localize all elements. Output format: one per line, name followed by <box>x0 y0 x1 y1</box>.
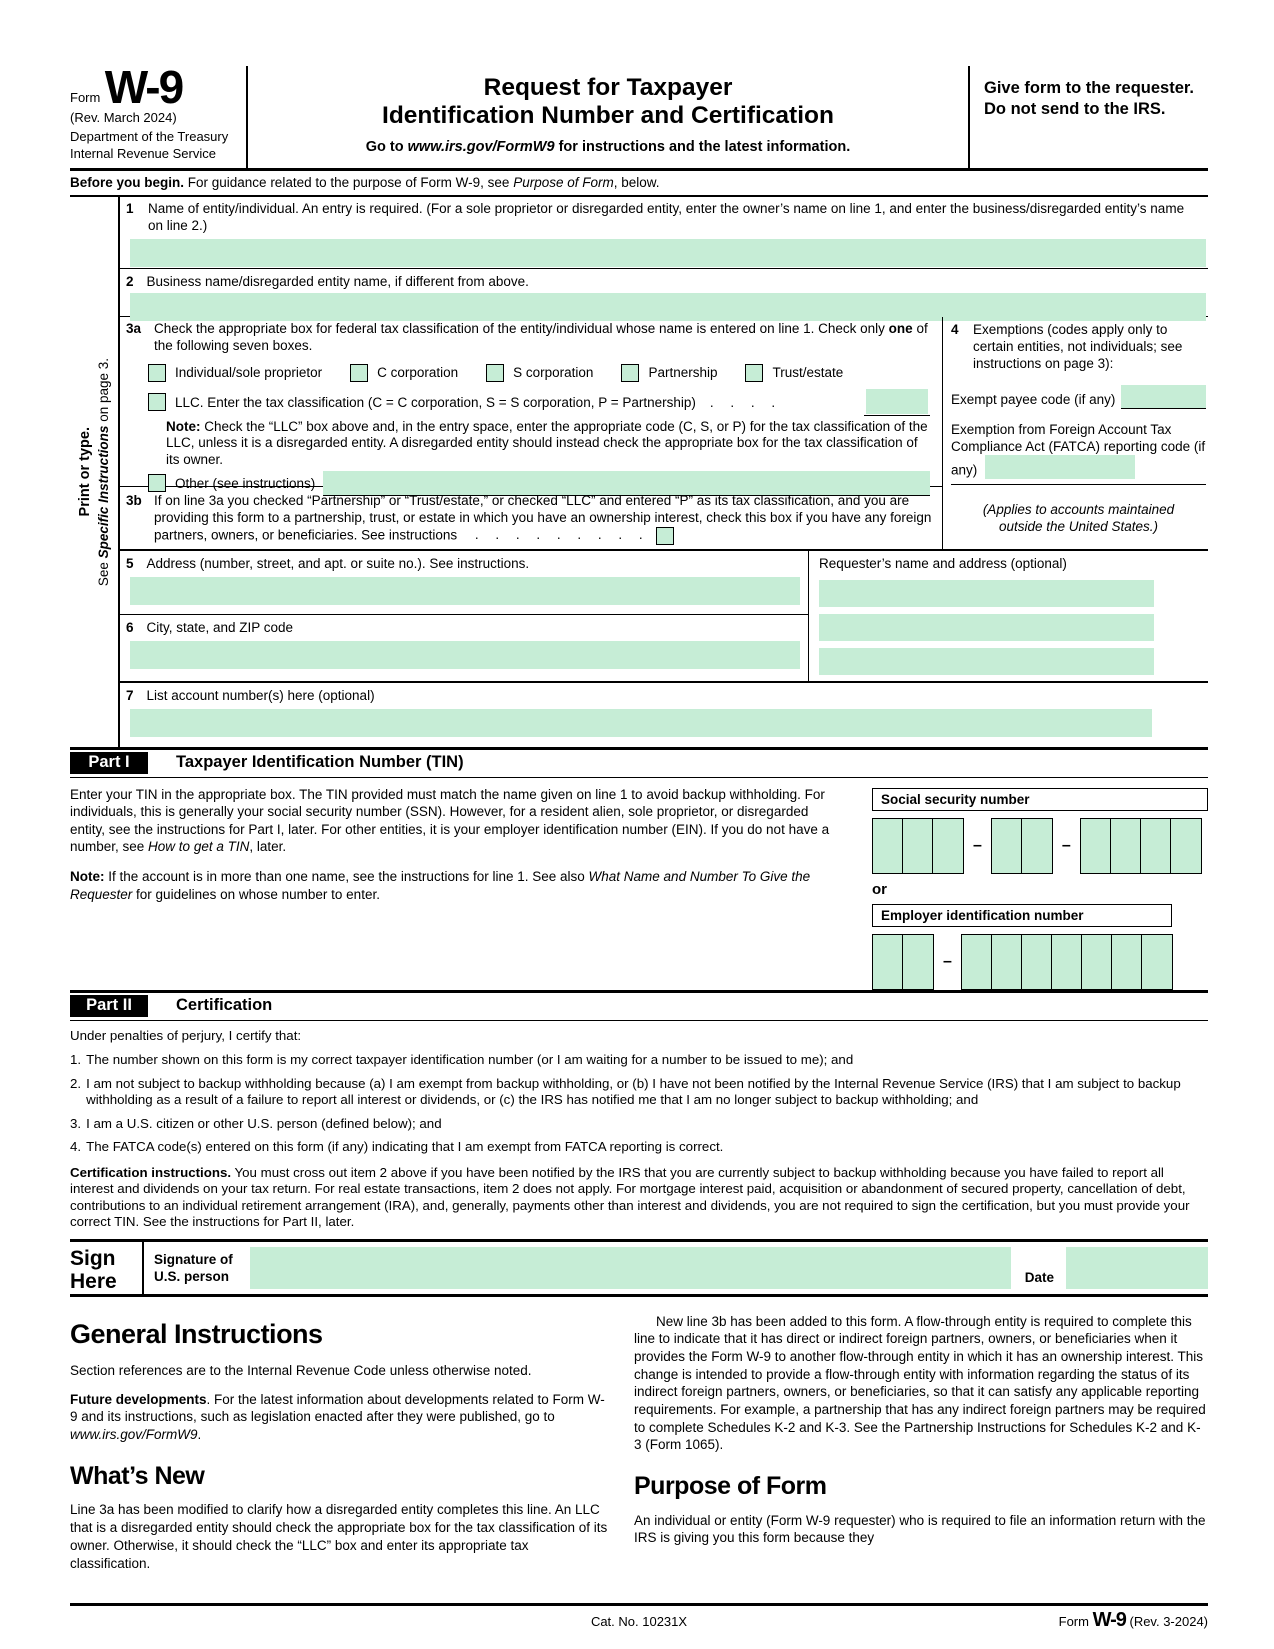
individual-label: Individual/sole proprietor <box>175 365 323 381</box>
form-id-block <box>70 61 246 168</box>
part1-title: Taxpayer Identification Number (TIN) <box>176 753 464 772</box>
tin-paragraph: Enter your TIN in the appropriate box. The TIN provided must match the name given on line 1 to avoid backup withholding. For individuals, this is generally your social security number (SSN). However, for a resident alien, sole proprietor, or disregarded entity, see the instructions for Part I, later. For other entities, it is your employer identification number (EIN). If you do not have a number, see How to get a TIN, later. <box>70 786 830 855</box>
ein-digit-cell[interactable] <box>1052 935 1082 989</box>
instructions-left-column <box>70 1313 610 1583</box>
ssn-dash: – <box>973 836 982 854</box>
purpose-paragraph: An individual or entity (Form W-9 requester) who is required to file an information return with the IRS is giving you this form because they <box>634 1512 1206 1546</box>
ssn-label: Social security number <box>872 788 1208 811</box>
llc-dot-leader: . . . . <box>709 394 776 410</box>
before-you-begin-note: Before you begin. For guidance related to the purpose of Form W-9, see Purpose of Form, below. <box>70 171 1208 197</box>
ssn-digit-cell[interactable] <box>1171 819 1201 873</box>
line3b-explanation-paragraph: New line 3b has been added to this form. A flow-through entity is required to complete this line to indicate that it has direct or indirect foreign partners, owners, or beneficiaries when it provides the Form W-9 to another flow-through entity in which it has an ownership interest. This change is intended to provide a flow-through entity with information regarding the status of its indirect foreign partners, owners, or beneficiaries, so that it can satisfy any applicable reporting requirements. For example, a partnership that has any indirect foreign partners may be required to complete Schedules K-2 and K-3. See the Partnership Instructions for Schedules K-2 and K-3 (Form 1065). <box>634 1313 1206 1453</box>
certification-item: 3. I am a U.S. citizen or other U.S. person (defined below); and <box>70 1115 442 1131</box>
part2-badge: Part II <box>70 995 148 1017</box>
partnership-label: Partnership <box>648 365 718 381</box>
certification-item: 1. The number shown on this form is my correct taxpayer identification number (or I am waiting for a number to be issued to me); and <box>70 1052 854 1068</box>
footer-form-reference: Form W-9 (Rev. 3-2024) <box>1058 1609 1208 1632</box>
tin-note-paragraph: Note: If the account is in more than one name, see the instructions for line 1. See also What Name and Number To Give the Requester for guidelines on whose number to enter. <box>70 869 811 902</box>
part1-badge: Part I <box>70 752 148 774</box>
line1-row <box>120 197 1208 269</box>
tax-classification-options <box>148 364 934 382</box>
irs-url: www.irs.gov/FormW9 <box>407 139 555 156</box>
line3a-label: Check the appropriate box for federal tax classification of the entity/individual whose name is entered on line 1. Check only one of the following seven boxes. <box>154 320 928 353</box>
see-instructions-label: See Specific Instructions on page 3. <box>96 357 111 586</box>
instructions-right-column <box>634 1313 1208 1583</box>
ssn-digit-cell[interactable] <box>1022 819 1052 873</box>
purpose-of-form-heading: Purpose of Form <box>634 1472 827 1501</box>
line1-label: Name of entity/individual. An entry is required. (For a sole proprietor or disregarded entity, enter the owner’s name on line 1, and enter the business/disregarded entity’s name on line 2.) <box>148 200 1185 233</box>
ein-digit-cell[interactable] <box>1112 935 1142 989</box>
line4-number: 4 <box>951 321 959 337</box>
part2-header <box>70 990 1208 1021</box>
line7-row <box>120 683 1208 747</box>
fatca-code-input[interactable] <box>985 455 1135 479</box>
ssn-group-2 <box>991 818 1053 874</box>
line3b-row <box>120 487 942 549</box>
line7-account-numbers-input[interactable] <box>130 709 1152 737</box>
whats-new-heading: What’s New <box>70 1461 205 1490</box>
ssn-group-3 <box>1080 818 1202 874</box>
line6-number: 6 <box>126 619 134 635</box>
part2-body <box>70 1021 1208 1231</box>
fatca-row <box>951 421 1206 486</box>
or-label: or <box>872 880 887 898</box>
line1-name-input[interactable] <box>130 239 1206 267</box>
s-corporation-checkbox[interactable] <box>486 364 504 382</box>
c-corporation-checkbox[interactable] <box>350 364 368 382</box>
line5-label: Address (number, street, and apt. or suite no.). See instructions. <box>146 555 530 571</box>
ein-digit-cell[interactable] <box>992 935 1022 989</box>
option-partnership <box>621 364 717 382</box>
partnership-checkbox[interactable] <box>621 364 639 382</box>
date-label: Date <box>1024 1269 1054 1285</box>
individual-checkbox[interactable] <box>148 364 166 382</box>
requester-input-1[interactable] <box>819 580 1154 607</box>
catalog-number: Cat. No. 10231X <box>590 1614 688 1630</box>
llc-checkbox[interactable] <box>148 393 166 411</box>
requester-input-3[interactable] <box>819 648 1154 675</box>
ein-cells <box>872 934 1208 990</box>
form-word: Form <box>70 90 101 106</box>
option-s-corporation <box>486 364 593 382</box>
part2-title: Certification <box>176 996 273 1015</box>
ein-digit-cell[interactable] <box>1082 935 1112 989</box>
part1-header <box>70 747 1208 778</box>
certification-item: 2. I am not subject to backup withholding because (a) I am exempt from backup withholding, or (b) I have not been notified by the Internal Revenue Service (IRS) that I am subject to backup withholding as a result of a failure to report all interest or dividends, or (c) the IRS has notified me that I am no longer subject to backup withholding; and <box>70 1075 1181 1108</box>
line3b-dot-leader: . . . . . . . . . <box>474 527 643 543</box>
llc-classification-entry <box>864 389 930 416</box>
line6-row <box>120 615 808 681</box>
line7-label: List account number(s) here (optional) <box>146 687 375 703</box>
line3b-label: If on line 3a you checked “Partnership” or “Trust/estate,” or checked “LLC” and entered “P” as its tax classification, and you are providing this form to a partnership, trust, or estate in which you have an ownership interest, check this box if you have any foreign partners, owners, or beneficiaries. See instructions . . . . . . . . . <box>154 493 936 545</box>
exempt-payee-label: Exempt payee code (if any) <box>951 392 1116 408</box>
ein-group-1 <box>872 934 934 990</box>
certification-instructions: Certification instructions. You must cross out item 2 above if you have been notified by the IRS that you are currently subject to backup withholding because you have failed to report all interest and dividends on your tax return. For real estate transactions, item 2 does not apply. For mortgage interest paid, acquisition or abandonment of secured property, cancellation of debt, contributions to an individual retirement arrangement (IRA), and, generally, payments other than interest and dividends, you are not required to sign the certification, but you must provide your correct TIN. See the instructions for Part II, later. <box>70 1164 1190 1230</box>
ein-digit-cell[interactable] <box>903 935 933 989</box>
line1-number: 1 <box>126 200 134 216</box>
line2-number: 2 <box>126 273 134 289</box>
tin-entry-area <box>872 786 1208 990</box>
ein-digit-cell[interactable] <box>873 935 903 989</box>
ein-digit-cell[interactable] <box>962 935 992 989</box>
sign-here-label: Sign Here <box>70 1246 117 1293</box>
ein-group-2 <box>961 934 1173 990</box>
ein-digit-cell[interactable] <box>1142 935 1172 989</box>
line5-row <box>120 551 808 615</box>
line3a-number: 3a <box>126 320 142 336</box>
line4-column <box>942 317 1208 549</box>
line5-number: 5 <box>126 555 134 571</box>
applies-note: (Applies to accounts maintained outside the United States.) <box>982 502 1175 535</box>
address-region <box>120 551 1208 683</box>
llc-note: Note: Check the “LLC” box above and, in the entry space, enter the appropriate code (C, S, or P) for the tax classification of the LLC, unless it is a disregarded entity. A disregarded entity should instead check the appropriate box for the tax classification of its owner. <box>166 418 928 468</box>
ssn-digit-cell[interactable] <box>1081 819 1111 873</box>
ssn-digit-cell[interactable] <box>903 819 933 873</box>
ssn-digit-cell[interactable] <box>1111 819 1141 873</box>
line2-label: Business name/disregarded entity name, if different from above. <box>146 273 529 289</box>
signature-of-label: Signature of U.S. person <box>154 1251 233 1284</box>
ssn-dash: – <box>1061 836 1071 854</box>
llc-classification-input[interactable] <box>866 389 928 414</box>
trust-estate-checkbox[interactable] <box>745 364 763 382</box>
line3a-row <box>120 317 942 491</box>
line3b-number: 3b <box>126 492 142 508</box>
ein-digit-cell[interactable] <box>1022 935 1052 989</box>
print-or-type-sidebar <box>70 197 118 747</box>
form-number: W-9 <box>104 61 183 113</box>
fatca-label: Exemption from Foreign Account Tax Compliance Act (FATCA) reporting code (if any) <box>951 421 1206 478</box>
print-or-type-label: Print or type. <box>77 427 93 517</box>
requester-label: Requester’s name and address (optional) <box>819 555 1067 571</box>
address-column <box>120 551 808 681</box>
date-input[interactable] <box>1066 1247 1208 1289</box>
agency-label: Internal Revenue Service <box>70 145 216 161</box>
form-revision: (Rev. March 2024) <box>70 110 177 126</box>
whats-new-paragraph: Line 3a has been modified to clarify how a disregarded entity completes this line. An LLC that is a disregarded entity should check the appropriate box for the tax classification of its owner. Otherwise, it should check the “LLC” box and enter its appropriate tax classification. <box>70 1502 608 1571</box>
other-label: Other (see instructions) <box>175 475 316 491</box>
department-label: Department of the Treasury <box>70 129 229 145</box>
certification-item: 4. The FATCA code(s) entered on this form (if any) indicating that I am exempt from FATCA reporting is correct. <box>70 1139 724 1155</box>
option-individual <box>148 364 322 382</box>
c-corporation-label: C corporation <box>377 365 459 381</box>
ssn-group-1 <box>872 818 964 874</box>
part1-body <box>70 778 1208 990</box>
goto-instruction: Go to www.irs.gov/FormW9 for instructions and the latest information. <box>365 139 851 156</box>
requester-input-2[interactable] <box>819 614 1154 641</box>
future-developments-paragraph: Future developments. For the latest information about developments related to Form W-9 and its instructions, such as legislation enacted after they were published, go to www.irs.gov/FormW9. <box>70 1391 605 1443</box>
give-form-note: Give form to the requester. Do not send to the IRS. <box>984 79 1194 119</box>
s-corporation-label: S corporation <box>513 365 594 381</box>
ein-label: Employer identification number <box>872 904 1172 927</box>
line2-row <box>120 269 1208 317</box>
line7-number: 7 <box>126 687 134 703</box>
ssn-digit-cell[interactable] <box>873 819 903 873</box>
ssn-digit-cell[interactable] <box>992 819 1022 873</box>
part1-instructions <box>70 786 872 990</box>
line4-label: Exemptions (codes apply only to certain entities, not individuals; see instructions on page 3): <box>973 321 1183 372</box>
line5-address-input[interactable] <box>130 577 800 605</box>
ssn-digit-cell[interactable] <box>1141 819 1171 873</box>
option-llc <box>148 389 934 416</box>
ssn-cells <box>872 818 1208 874</box>
page-footer <box>70 1603 1208 1637</box>
form-fields-section <box>70 197 1208 747</box>
llc-label: LLC. Enter the tax classification (C = C corporation, S = S corporation, P = Partnership) <box>175 394 696 410</box>
exempt-payee-row <box>951 385 1206 409</box>
form-header <box>70 61 1208 171</box>
foreign-partners-checkbox[interactable] <box>656 527 674 545</box>
section-references-paragraph: Section references are to the Internal Revenue Code unless otherwise noted. <box>70 1363 532 1379</box>
instructions-section <box>70 1313 1208 1583</box>
general-instructions-heading: General Instructions <box>70 1318 323 1349</box>
trust-estate-label: Trust/estate <box>772 365 844 381</box>
requester-column <box>808 551 1208 681</box>
signature-section <box>70 1239 1208 1297</box>
ssn-digit-cell[interactable] <box>933 819 963 873</box>
option-c-corporation <box>350 364 458 382</box>
ein-dash: – <box>943 952 952 970</box>
line6-label: City, state, and ZIP code <box>146 619 294 635</box>
certification-intro: Under penalties of perjury, I certify that: <box>70 1027 302 1043</box>
line3-column <box>120 317 942 549</box>
exempt-payee-code-input[interactable] <box>1121 385 1206 409</box>
option-trust-estate <box>745 364 843 382</box>
classification-region <box>120 317 1208 551</box>
page-title: Request for Taxpayer Identification Number and Certification <box>382 74 834 130</box>
signature-input[interactable] <box>250 1247 1011 1289</box>
line6-city-state-zip-input[interactable] <box>130 641 800 669</box>
numbered-fields <box>118 197 1208 747</box>
form-title-block <box>246 66 970 168</box>
